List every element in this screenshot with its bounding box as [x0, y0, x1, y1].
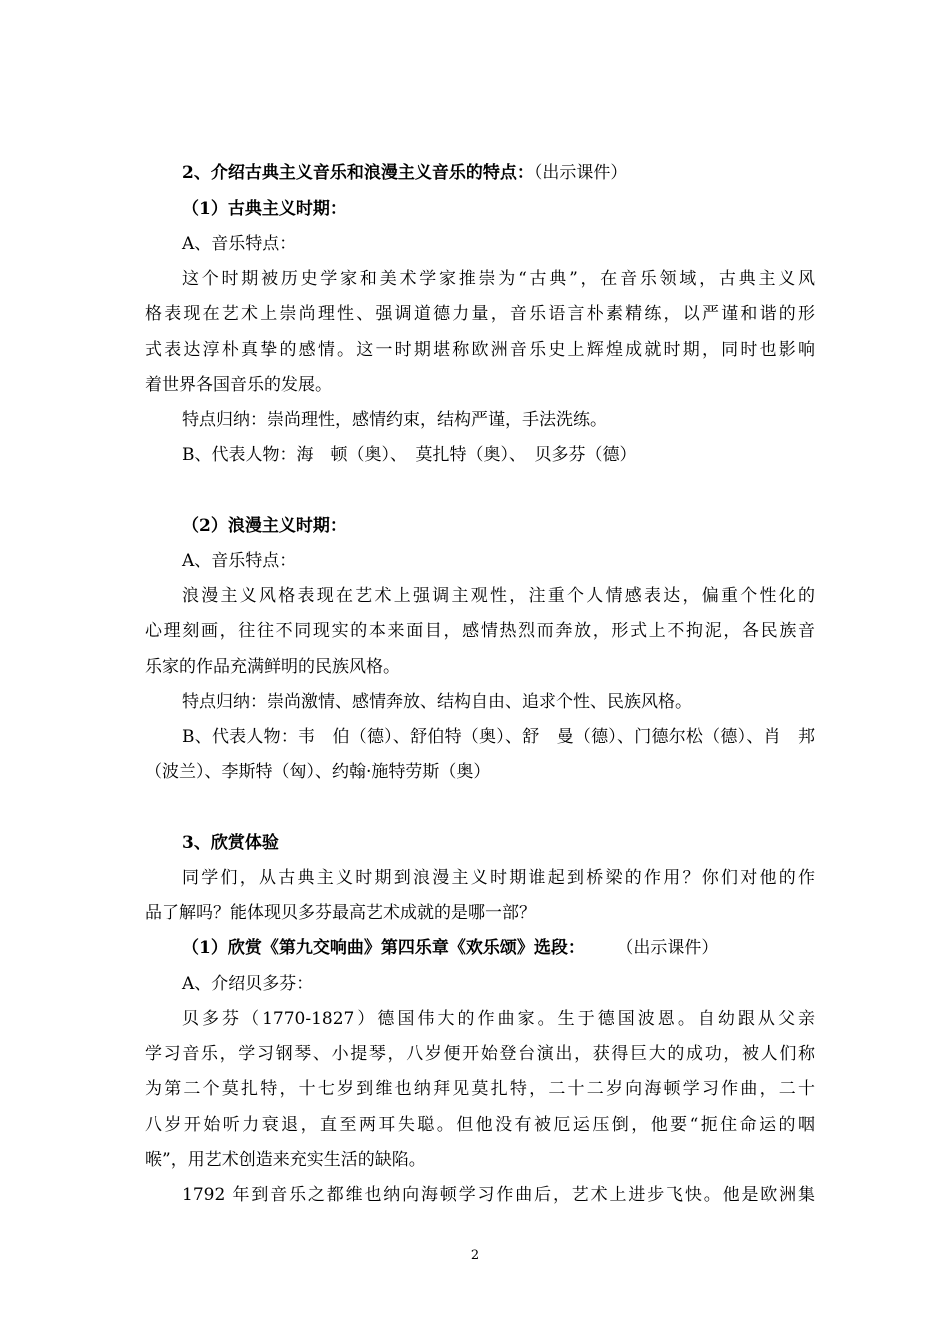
romantic-heading: （2）浪漫主义时期： — [182, 516, 347, 536]
classical-para-line: 着世界各国音乐的发展。 — [145, 375, 332, 395]
beethoven-bio-line: 为第二个莫扎特，十七岁到维也纳拜见莫扎特，二十二岁向海顿学习作曲，二十 — [145, 1079, 815, 1099]
romantic-para-line: 浪漫主义风格表现在艺术上强调主观性，注重个人情感表达，偏重个性化的 — [182, 586, 815, 606]
classical-para-line: 格表现在艺术上崇尚理性、强调道德力量，音乐语言朴素精练，以严谨和谐的形 — [145, 304, 815, 324]
beethoven-bio-line: 学习音乐，学习钢琴、小提琴，八岁便开始登台演出，获得巨大的成功，被人们称 — [145, 1044, 815, 1064]
section2-heading: 2、介绍古典主义音乐和浪漫主义音乐的特点： — [182, 163, 534, 183]
classical-label-a: A、音乐特点： — [182, 234, 297, 254]
romantic-para-line: 乐家的作品充满鲜明的民族风格。 — [145, 657, 400, 677]
romantic-representatives-line: （波兰）、李斯特（匈）、约翰·施特劳斯（奥） — [145, 762, 491, 782]
section2-heading-note: （出示课件） — [533, 163, 628, 183]
page-number: 2 — [470, 1248, 480, 1263]
romantic-para-line: 心理刻画，往往不同现实的本来面目，感情热烈而奔放，形式上不拘泥，各民族音 — [145, 621, 815, 641]
romantic-summary: 特点归纳：崇尚激情、感情奔放、结构自由、追求个性、民族风格。 — [182, 692, 692, 712]
romantic-representatives-line: B、代表人物：韦 伯（德）、舒伯特（奥）、舒 曼（德）、门德尔松（德）、肖 邦 — [182, 727, 815, 747]
classical-para-line: 这个时期被历史学家和美术学家推崇为“古典”，在音乐领域，古典主义风 — [182, 269, 815, 289]
classical-heading: （1）古典主义时期： — [182, 199, 347, 219]
section3-intro-line: 同学们，从古典主义时期到浪漫主义时期谁起到桥梁的作用？你们对他的作 — [182, 868, 815, 888]
section2-heading-line — [182, 162, 815, 184]
section3-sub-heading-note: （出示课件） — [624, 938, 719, 958]
classical-summary: 特点归纳：崇尚理性，感情约束，结构严谨，手法洗练。 — [182, 410, 607, 430]
classical-para-line: 式表达淳朴真挚的感情。这一时期堪称欧洲音乐史上辉煌成就时期，同时也影响 — [145, 340, 815, 360]
section3-intro-line: 品了解吗？能体现贝多芬最高艺术成就的是哪一部？ — [145, 903, 536, 923]
section3-sub-heading-line — [182, 937, 815, 959]
section3-heading: 3、欣赏体验 — [182, 833, 279, 853]
beethoven-bio-line: 八岁开始听力衰退，直至两耳失聪。但他没有被厄运压倒，他要“扼住命运的咽 — [145, 1115, 815, 1135]
beethoven-bio-line: 喉”，用艺术创造来充实生活的缺陷。 — [145, 1150, 426, 1170]
section3-sub-heading: （1）欣赏《第九交响曲》第四乐章《欢乐颂》选段： — [182, 938, 585, 958]
classical-representatives: B、代表人物：海 顿（奥）、 莫扎特（奥）、 贝多芬（德） — [182, 445, 637, 465]
beethoven-bio-line: 贝多芬（1770-1827）德国伟大的作曲家。生于德国波恩。自幼跟从父亲 — [182, 1009, 815, 1029]
romantic-label-a: A、音乐特点： — [182, 551, 297, 571]
section3-label-a: A、介绍贝多芬： — [182, 974, 314, 994]
beethoven-last-line: 1792 年到音乐之都维也纳向海顿学习作曲后，艺术上进步飞快。他是欧洲集 — [182, 1185, 815, 1205]
